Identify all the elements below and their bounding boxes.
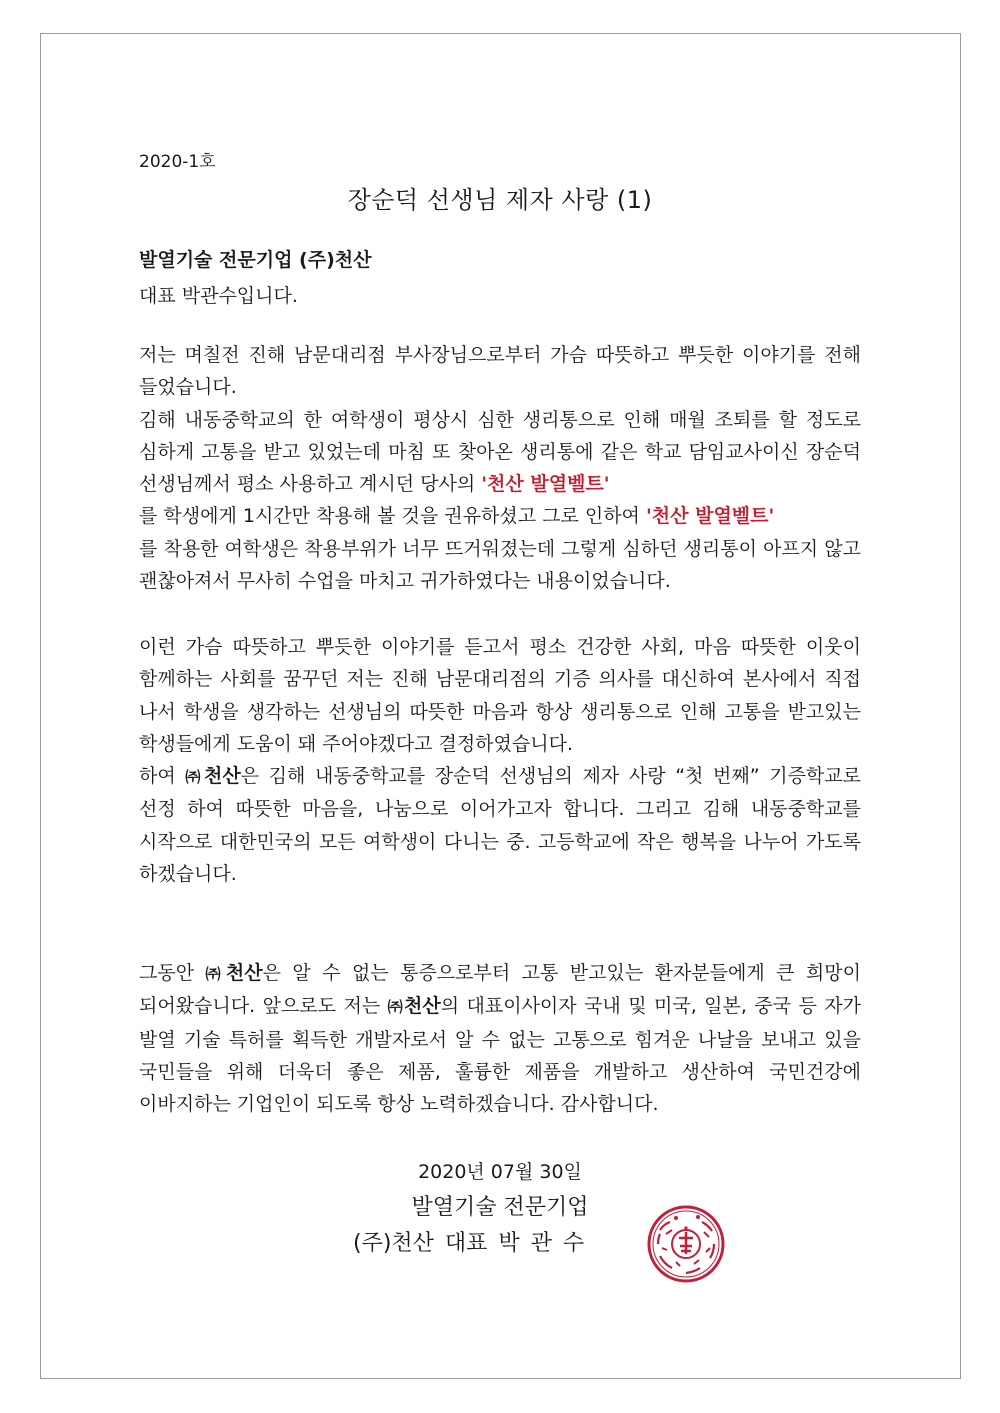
circled-ju-mark: ㈜ xyxy=(205,965,226,983)
text-span: 은 알 수 없는 통증으로부터 고통 받고있는 환자분들에게 큰 희망이 되어왔습니다. 앞으로도 저는 xyxy=(139,962,861,1018)
signature-name: (주)천산 대표 박 관 수 xyxy=(353,1231,585,1256)
document-title: 장순덕 선생님 제자 사랑 (1) xyxy=(347,186,653,214)
text-span: 이런 가슴 따뜻하고 뿌듯한 이야기를 듣고서 평소 건강한 사회, 마음 따뜻한 이웃이 함께하는 사회를 꿈꾸던 저는 진해 남문대리점의 기증 의사를 대신하여 본사에서 직접 나서 학생을 생각하는 선생님의 따뜻한 마음과 항상 생리통으로 인해 고통을 받고있는 학생들에게 도움이 돼 주어야겠다고 결정하였습니다. xyxy=(139,636,861,755)
brand-name: 천산 xyxy=(404,995,441,1018)
text-span: 하여 xyxy=(139,765,176,788)
issue-number: 2020-1호 xyxy=(139,152,216,172)
company-heading: 발열기술 전문기업 (주)천산 xyxy=(139,249,372,271)
text-span: 김해 내동중학교의 한 여학생이 평상시 심한 생리통으로 인해 매월 조퇴를 할 정도로 심하게 고통을 받고 있었는데 마침 또 찾아온 생리통에 같은 학교 담임교사이신 장순덕 선생님께서 평소 사용하고 계시던 당사의 xyxy=(139,408,861,496)
text-span: 저는 며칠전 진해 남문대리점 부사장님으로부터 가슴 따뜻하고 뿌듯한 이야기를 전해 들었습니다. xyxy=(139,344,861,399)
signature-date: 2020년 07월 30일 xyxy=(418,1161,582,1183)
product-name-highlight: '천산 발열벨트' xyxy=(481,473,610,496)
text-span: 그동안 xyxy=(139,962,195,984)
text-span: 은 김해 내동중학교를 장순덕 선생님의 제자 사랑 “첫 번째” 기증학교로 선정 하여 따뜻한 마음을, 나눔으로 이어가고자 합니다. 그리고 김해 내동중학교를 시작으로 대한민국의 모든 여학생이 다니는 중. 고등학교에 작은 행복을 나누어 가도록 하겠습니다. xyxy=(139,765,861,886)
company-seal-stamp-icon xyxy=(646,1204,726,1284)
text-span: 를 착용한 여학생은 착용부위가 너무 뜨거워졌는데 그렇게 심하던 생리통이 아프지 않고 괜찮아져서 무사히 수업을 마치고 귀가하였다는 내용이었습니다. xyxy=(139,537,861,593)
product-name-highlight: '천산 발열벨트' xyxy=(645,505,775,528)
paragraph-story xyxy=(139,339,861,597)
circled-ju-mark: ㈜ xyxy=(387,998,404,1017)
paragraph-decision xyxy=(139,631,861,890)
text-span: 를 학생에게 1시간만 착용해 볼 것을 권유하셨고 그로 인하여 xyxy=(139,505,640,528)
signature-company: 발열기술 전문기업 xyxy=(411,1195,589,1220)
paragraph-closing xyxy=(139,957,861,1120)
circled-ju-mark: ㈜ xyxy=(185,768,204,787)
brand-name: 천산 xyxy=(203,765,241,788)
text-span: 의 대표이사이자 국내 및 미국, 일본, 중국 등 자가 발열 기술 특허를 획득한 개발자로서 알 수 없는 고통으로 힘겨운 나날을 보내고 있을 국민들을 위해 더욱더 좋은 제품, 훌륭한 제품을 개발하고 생산하여 국민건강에 이바지하는 기업인이 되도록 항상 노력하겠습니다. 감사합니다. xyxy=(139,995,861,1116)
brand-name: 천산 xyxy=(225,962,263,984)
ceo-introduction: 대표 박관수입니다. xyxy=(139,285,298,307)
